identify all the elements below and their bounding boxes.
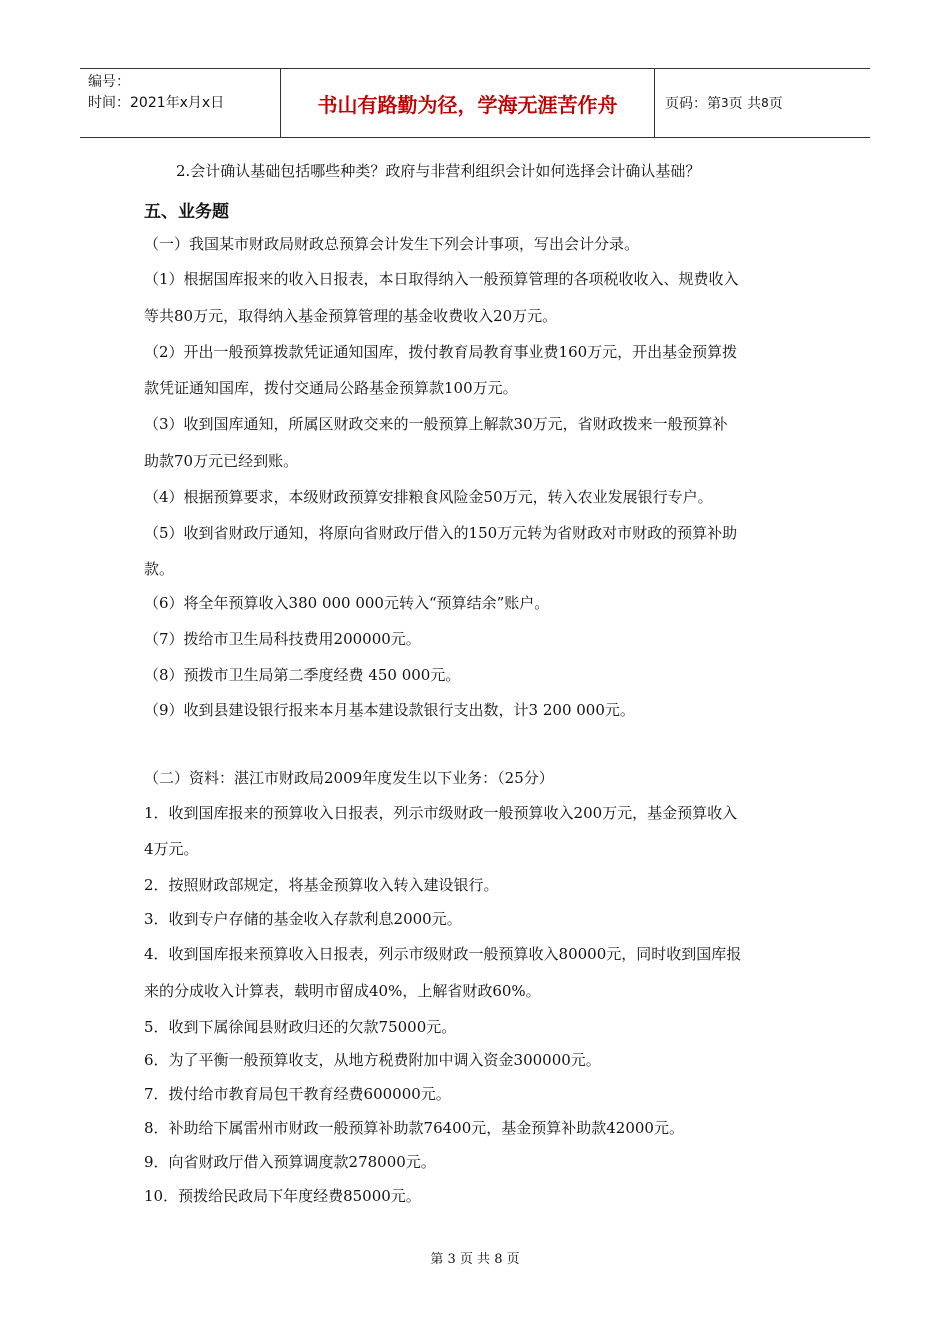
time-label: 时间：2021年x月x日 — [88, 95, 225, 111]
header-page-info — [655, 69, 870, 137]
part2-line: 9．向省财政厅借入预算调度款278000元。 — [144, 1153, 436, 1171]
part2-line: 6．为了平衡一般预算收支，从地方税费附加中调入资金300000元。 — [144, 1051, 601, 1069]
page-current: 3 — [721, 96, 729, 110]
part1-intro: （一）我国某市财政局财政总预算会计发生下列会计事项，写出会计分录。 — [144, 235, 640, 253]
part2-line: 4万元。 — [144, 840, 199, 858]
page-label: 页码：第 — [665, 96, 721, 112]
part2-line: 7．拨付给市教育局包干教育经费600000元。 — [144, 1085, 451, 1103]
part2-line: 5．收到下属徐闻县财政归还的欠款75000元。 — [144, 1018, 457, 1036]
part2-line: 3．收到专户存储的基金收入存款利息2000元。 — [144, 910, 462, 928]
part1-line: 款。 — [144, 560, 175, 578]
header-motto: 书山有路勤为径，学海无涯苦作舟 — [281, 69, 655, 137]
part1-line: （8）预拨市卫生局第二季度经费 450 000元。 — [144, 666, 461, 684]
part2-line: 8．补助给下属雷州市财政一般预算补助款76400元，基金预算补助款42000元。 — [144, 1119, 684, 1137]
part1-line: （1）根据国库报来的收入日报表，本日取得纳入一般预算管理的各项税收收入、规费收入 — [144, 270, 739, 288]
part1-line: （2）开出一般预算拨款凭证通知国库，拨付教育局教育事业费160万元，开出基金预算拨 — [144, 343, 738, 361]
page-mid: 页 共 — [728, 96, 762, 112]
part1-line: （5）收到省财政厅通知，将原向省财政厅借入的150万元转为省财政对市财政的预算补助 — [144, 524, 738, 542]
part1-line: （3）收到国库通知，所属区财政交来的一般预算上解款30万元，省财政拨来一般预算补 — [144, 415, 728, 433]
page-end: 页 — [768, 96, 783, 112]
part2-intro: （二）资料：湛江市财政局2009年度发生以下业务：（25分） — [144, 769, 554, 787]
part2-line: 4．收到国库报来预算收入日报表，列示市级财政一般预算收入80000元，同时收到国库报 — [144, 945, 742, 963]
part1-line: 助款70万元已经到账。 — [144, 452, 299, 470]
part2-line: 10．预拨给民政局下年度经费85000元。 — [144, 1187, 421, 1205]
page-footer: 第 3 页 共 8 页 — [430, 1252, 520, 1267]
part1-line: （9）收到县建设银行报来本月基本建设款银行支出数，计3 200 000元。 — [144, 701, 635, 719]
page-total: 8 — [761, 96, 769, 110]
part1-line: （6）将全年预算收入380 000 000元转入“预算结余”账户。 — [144, 594, 550, 612]
part2-line: 1．收到国库报来的预算收入日报表，列示市级财政一般预算收入200万元，基金预算收入 — [144, 804, 738, 822]
part1-line: 等共80万元，取得纳入基金预算管理的基金收费收入20万元。 — [144, 307, 558, 325]
part1-line: 款凭证通知国库，拨付交通局公路基金预算款100万元。 — [144, 379, 518, 397]
part2-line: 来的分成收入计算表，载明市留成40%，上解省财政60%。 — [144, 982, 541, 1000]
part1-line: （7）拨给市卫生局科技费用200000元。 — [144, 630, 421, 648]
code-label: 编号： — [88, 74, 130, 90]
part1-line: （4）根据预算要求，本级财政预算安排粮食风险金50万元，转入农业发展银行专户。 — [144, 488, 713, 506]
part2-line: 2．按照财政部规定，将基金预算收入转入建设银行。 — [144, 876, 499, 894]
question-text: 2.会计确认基础包括哪些种类？政府与非营利组织会计如何选择会计确认基础？ — [176, 162, 701, 180]
section-title: 五、业务题 — [144, 202, 229, 222]
page-header — [80, 68, 870, 138]
header-meta — [80, 69, 281, 137]
